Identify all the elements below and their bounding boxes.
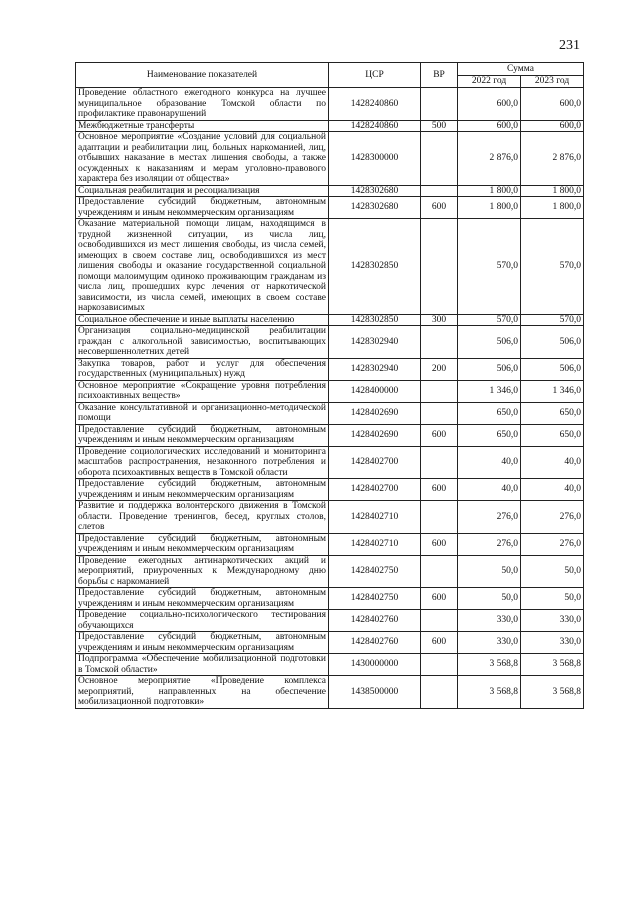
row-sum-2023: 3 568,8 xyxy=(521,654,584,676)
row-sum-2022: 1 800,0 xyxy=(458,197,521,219)
row-sum-2022: 2 876,0 xyxy=(458,132,521,186)
row-csr: 1428302850 xyxy=(329,314,421,326)
table-row xyxy=(76,197,584,219)
table-row xyxy=(76,358,584,380)
row-name: Социальная реабилитация и ресоциализация xyxy=(76,185,329,197)
row-sum-2023: 330,0 xyxy=(521,632,584,654)
row-name: Развитие и поддержка волонтерского движения в Томской области. Проведение тренингов, бесед, круглых столов, слетов xyxy=(76,501,329,534)
row-name: Межбюджетные трансферты xyxy=(76,120,329,132)
table-row xyxy=(76,219,584,315)
row-sum-2023: 600,0 xyxy=(521,88,584,121)
row-sum-2023: 1 800,0 xyxy=(521,185,584,197)
row-csr: 1428302940 xyxy=(329,326,421,359)
row-sum-2023: 276,0 xyxy=(521,501,584,534)
row-csr: 1428302680 xyxy=(329,185,421,197)
row-csr: 1428402750 xyxy=(329,588,421,610)
table-row xyxy=(76,326,584,359)
row-sum-2022: 570,0 xyxy=(458,314,521,326)
row-sum-2023: 3 568,8 xyxy=(521,676,584,709)
row-vr xyxy=(421,501,458,534)
row-csr: 1428240860 xyxy=(329,88,421,121)
table-row xyxy=(76,654,584,676)
row-name: Предоставление субсидий бюджетным, автономным учреждениям и иным некоммерческим организациям xyxy=(76,533,329,555)
row-sum-2022: 330,0 xyxy=(458,610,521,632)
row-csr: 1428302850 xyxy=(329,219,421,315)
row-csr: 1430000000 xyxy=(329,654,421,676)
row-sum-2023: 506,0 xyxy=(521,358,584,380)
row-sum-2022: 1 346,0 xyxy=(458,380,521,402)
row-vr xyxy=(421,380,458,402)
row-name: Проведение ежегодных антинаркотических акций и мероприятий, приуроченных к Международному дню борьбы с наркоманией xyxy=(76,555,329,588)
row-sum-2023: 1 800,0 xyxy=(521,197,584,219)
row-csr: 1428402700 xyxy=(329,446,421,479)
row-vr xyxy=(421,219,458,315)
row-name: Основное мероприятие «Сокращение уровня потребления психоактивных веществ» xyxy=(76,380,329,402)
row-sum-2023: 40,0 xyxy=(521,446,584,479)
row-vr xyxy=(421,132,458,186)
row-sum-2022: 40,0 xyxy=(458,479,521,501)
table-row xyxy=(76,533,584,555)
row-vr xyxy=(421,88,458,121)
row-vr: 600 xyxy=(421,533,458,555)
row-vr: 600 xyxy=(421,479,458,501)
row-vr xyxy=(421,610,458,632)
row-name: Предоставление субсидий бюджетным, автономным учреждениям и иным некоммерческим организациям xyxy=(76,424,329,446)
table-row xyxy=(76,479,584,501)
row-sum-2022: 600,0 xyxy=(458,120,521,132)
row-csr: 1428402710 xyxy=(329,501,421,534)
row-name: Организация социально-медицинской реабилитации граждан с алкогольной зависимостью, воспитывающих несовершеннолетних детей xyxy=(76,326,329,359)
row-name: Проведение социально-психологического тестирования обучающихся xyxy=(76,610,329,632)
row-sum-2023: 2 876,0 xyxy=(521,132,584,186)
table-row xyxy=(76,501,584,534)
row-sum-2023: 50,0 xyxy=(521,588,584,610)
row-sum-2022: 570,0 xyxy=(458,219,521,315)
row-name: Предоставление субсидий бюджетным, автономным учреждениям и иным некоммерческим организациям xyxy=(76,632,329,654)
row-csr: 1428402690 xyxy=(329,402,421,424)
row-vr: 300 xyxy=(421,314,458,326)
row-csr: 1428402760 xyxy=(329,632,421,654)
header-row xyxy=(76,63,584,76)
row-vr: 600 xyxy=(421,588,458,610)
row-vr: 600 xyxy=(421,632,458,654)
row-csr: 1428302940 xyxy=(329,358,421,380)
table-row xyxy=(76,424,584,446)
table-row xyxy=(76,120,584,132)
table-row xyxy=(76,632,584,654)
row-name: Проведение областного ежегодного конкурса на лучшее муниципальное образование Томской области по профилактике правонарушений xyxy=(76,88,329,121)
row-vr: 600 xyxy=(421,197,458,219)
row-sum-2022: 50,0 xyxy=(458,555,521,588)
row-sum-2023: 600,0 xyxy=(521,120,584,132)
row-name: Предоставление субсидий бюджетным, автономным учреждениям и иным некоммерческим организациям xyxy=(76,197,329,219)
row-sum-2022: 506,0 xyxy=(458,326,521,359)
row-sum-2023: 650,0 xyxy=(521,424,584,446)
table-row xyxy=(76,88,584,121)
row-csr: 1428302680 xyxy=(329,197,421,219)
row-sum-2022: 3 568,8 xyxy=(458,676,521,709)
row-sum-2022: 276,0 xyxy=(458,533,521,555)
budget-table xyxy=(75,62,584,709)
header-year-2022: 2022 год xyxy=(458,76,521,88)
row-vr: 200 xyxy=(421,358,458,380)
row-vr xyxy=(421,654,458,676)
row-vr xyxy=(421,676,458,709)
table-row xyxy=(76,555,584,588)
row-sum-2023: 40,0 xyxy=(521,479,584,501)
row-name: Основное мероприятие «Создание условий для социальной адаптации и реабилитации лиц, больных наркоманией, лиц, отбывших наказание в местах лишения свободы, а также осужденных к наказаниям и мерам уголовно-правового характера без изоляции от общества» xyxy=(76,132,329,186)
row-vr: 600 xyxy=(421,424,458,446)
table-row xyxy=(76,446,584,479)
row-csr: 1438500000 xyxy=(329,676,421,709)
row-name: Социальное обеспечение и иные выплаты населению xyxy=(76,314,329,326)
table-row xyxy=(76,676,584,709)
row-vr xyxy=(421,446,458,479)
table-row xyxy=(76,132,584,186)
row-name: Предоставление субсидий бюджетным, автономным учреждениям и иным некоммерческим организациям xyxy=(76,588,329,610)
row-csr: 1428240860 xyxy=(329,120,421,132)
row-sum-2023: 570,0 xyxy=(521,314,584,326)
row-sum-2022: 600,0 xyxy=(458,88,521,121)
table-row xyxy=(76,588,584,610)
row-sum-2023: 276,0 xyxy=(521,533,584,555)
row-sum-2022: 1 800,0 xyxy=(458,185,521,197)
row-name: Оказание материальной помощи лицам, находящимся в трудной жизненной ситуации, из числа лиц, освободившихся из мест лишения свободы, из числа семей, имеющих в своем составе лиц, освободившихся из мест лишения свободы и оказание государственной социальной помощи малоимущим одиноко проживающим гражданам из числа лиц, прошедших курс лечения от наркотической зависимости, из числа семей, имеющих в своем составе наркозависимых xyxy=(76,219,329,315)
row-sum-2022: 276,0 xyxy=(458,501,521,534)
table-row xyxy=(76,380,584,402)
row-csr: 1428402690 xyxy=(329,424,421,446)
row-csr: 1428402710 xyxy=(329,533,421,555)
row-sum-2022: 650,0 xyxy=(458,424,521,446)
row-vr xyxy=(421,185,458,197)
header-name: Наименование показателей xyxy=(76,63,329,88)
row-csr: 1428402750 xyxy=(329,555,421,588)
row-sum-2023: 330,0 xyxy=(521,610,584,632)
row-csr: 1428402700 xyxy=(329,479,421,501)
page-number: 231 xyxy=(559,38,580,53)
row-csr: 1428300000 xyxy=(329,132,421,186)
row-vr: 500 xyxy=(421,120,458,132)
table-row xyxy=(76,402,584,424)
row-sum-2023: 506,0 xyxy=(521,326,584,359)
row-name: Предоставление субсидий бюджетным, автономным учреждениям и иным некоммерческим организациям xyxy=(76,479,329,501)
header-vr: ВР xyxy=(421,63,458,88)
row-sum-2023: 1 346,0 xyxy=(521,380,584,402)
row-sum-2022: 40,0 xyxy=(458,446,521,479)
row-sum-2022: 506,0 xyxy=(458,358,521,380)
row-name: Закупка товаров, работ и услуг для обеспечения государственных (муниципальных) нужд xyxy=(76,358,329,380)
row-csr: 1428402760 xyxy=(329,610,421,632)
row-csr: 1428400000 xyxy=(329,380,421,402)
row-sum-2023: 650,0 xyxy=(521,402,584,424)
row-name: Оказание консультативной и организационно-методической помощи xyxy=(76,402,329,424)
row-sum-2023: 570,0 xyxy=(521,219,584,315)
row-name: Подпрограмма «Обеспечение мобилизационной подготовки в Томской области» xyxy=(76,654,329,676)
table-row xyxy=(76,314,584,326)
table-header xyxy=(76,63,584,88)
row-vr xyxy=(421,402,458,424)
header-year-2023: 2023 год xyxy=(521,76,584,88)
table-body xyxy=(76,88,584,709)
row-sum-2022: 330,0 xyxy=(458,632,521,654)
row-sum-2022: 50,0 xyxy=(458,588,521,610)
row-sum-2023: 50,0 xyxy=(521,555,584,588)
row-name: Проведение социологических исследований и мониторинга масштабов распространения, незаконного потребления и оборота психоактивных веществ в Томской области xyxy=(76,446,329,479)
table-row xyxy=(76,610,584,632)
header-csr: ЦСР xyxy=(329,63,421,88)
row-name: Основное мероприятие «Проведение комплекса мероприятий, направленных на обеспечение мобилизационной подготовки» xyxy=(76,676,329,709)
header-sum: Сумма xyxy=(458,63,584,76)
row-vr xyxy=(421,326,458,359)
row-sum-2022: 3 568,8 xyxy=(458,654,521,676)
row-vr xyxy=(421,555,458,588)
table-row xyxy=(76,185,584,197)
row-sum-2022: 650,0 xyxy=(458,402,521,424)
